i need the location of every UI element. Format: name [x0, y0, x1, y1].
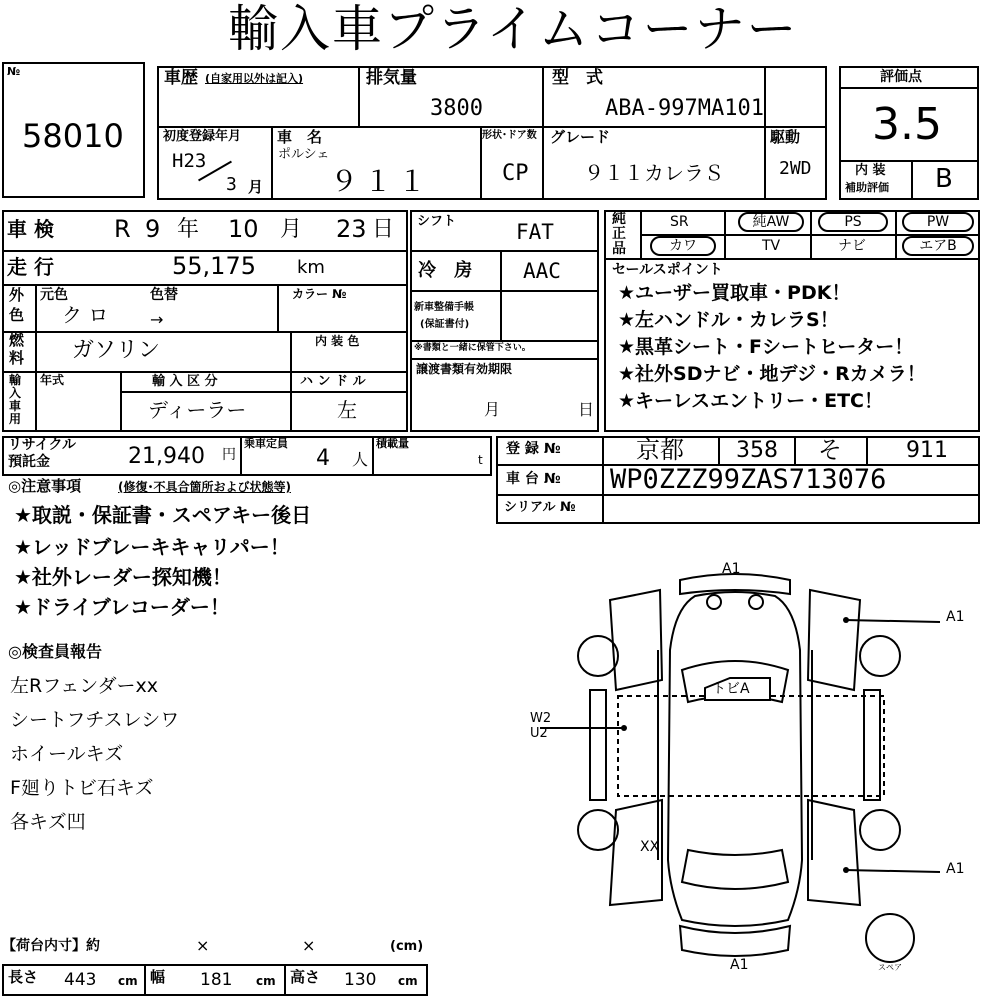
diagram-label-top: A1	[722, 561, 741, 577]
cargo-width-cm: cm	[256, 974, 276, 988]
load-unit: t	[478, 453, 483, 467]
shift-value: FAT	[516, 220, 554, 244]
import-class-label: 輸 入 区 分	[152, 374, 218, 389]
equip-navi: ナビ	[838, 238, 866, 254]
sales-points-label: セールスポイント	[612, 262, 723, 278]
color-change-label: 色替	[150, 287, 178, 303]
diagram-label-u2: U2	[530, 726, 548, 741]
inspector-item: シートフチスレシワ	[10, 709, 180, 731]
diagram-label-right-bottom: A1	[946, 861, 965, 877]
car-damage-diagram	[520, 560, 990, 980]
fuel-label-2: 料	[9, 349, 25, 367]
inspection-label: 車 検	[7, 217, 54, 241]
import-label-1: 入	[9, 386, 22, 400]
chassis-label: 車 台 №	[506, 471, 561, 487]
displacement-label: 排気量	[366, 68, 417, 88]
cargo-times-1: ×	[196, 936, 210, 955]
exterior-label-2: 色	[9, 306, 25, 324]
body-label: 形状･ドア数	[482, 130, 537, 141]
cargo-height-cm: cm	[398, 974, 418, 988]
cargo-width: 181	[200, 970, 233, 990]
recycle-unit: 円	[222, 447, 236, 463]
car-maker: ポルシェ	[278, 147, 330, 162]
inspector-item: ホイールキズ	[10, 743, 124, 765]
load-label: 積載量	[376, 437, 409, 450]
mileage-label: 走 行	[7, 255, 54, 279]
shift-label: シフト	[417, 214, 457, 229]
interior-label-2: 補助評価	[845, 181, 889, 194]
diagram-label-w2: W2	[530, 711, 552, 726]
car-name: ９１１	[330, 165, 433, 198]
equipment-label-0: 純	[612, 211, 626, 227]
page-title: 輸入車プライムコーナー	[228, 0, 799, 58]
transfer-month-unit: 月	[484, 400, 501, 419]
ac-label: 冷 房	[418, 260, 479, 281]
recycle-value: 21,940	[128, 444, 205, 469]
cargo-length-label: 長さ	[8, 968, 39, 986]
note-item: ★社外レーダー探知機！	[14, 565, 232, 589]
history-label: 車歴	[164, 68, 198, 88]
transfer-label: 譲渡書類有効期限	[416, 362, 513, 376]
interior-label-1: 内 装	[855, 163, 886, 178]
cargo-title: 【荷台内寸】約	[2, 938, 100, 954]
inspection-year-unit: 年	[177, 217, 200, 242]
import-class-value: ディーラー	[148, 398, 247, 422]
sales-point-item: ★左ハンドル・カレラS！	[618, 309, 839, 331]
notes-subtitle: (修復･不具合箇所および状態等)	[118, 480, 291, 494]
capacity-label: 乗車定員	[244, 437, 288, 450]
cargo-width-label: 幅	[150, 968, 166, 986]
diagram-label-right-top: A1	[946, 609, 965, 625]
displacement-value: 3800	[430, 96, 483, 121]
exterior-label-1: 外	[9, 286, 25, 304]
body-value: CP	[502, 161, 529, 186]
score-value: 3.5	[872, 99, 942, 150]
note-item: ★取説・保証書・スペアキー後日	[14, 503, 312, 527]
recycle-label-1: リサイクル	[8, 437, 77, 453]
equipment-label-1: 正	[612, 226, 626, 242]
color-arrow: →	[150, 310, 164, 329]
cargo-height-label: 高さ	[290, 968, 321, 986]
lot-number: 58010	[22, 117, 124, 155]
inspector-title: ◎検査員報告	[8, 642, 102, 661]
maintenance-label-2: (保証書付)	[420, 319, 470, 330]
model-code-value: ABA-997MA101	[605, 96, 764, 121]
equip-leather: カワ	[650, 236, 716, 256]
chassis-value: WP0ZZZ99ZAS713076	[610, 464, 887, 495]
inspector-item: 各キズ凹	[10, 811, 86, 833]
exterior-color: ク ロ	[62, 303, 109, 327]
model-code-label: 型 式	[552, 68, 603, 88]
score-label: 評価点	[880, 69, 922, 85]
inspection-month: 10	[228, 215, 259, 243]
mileage-unit: km	[297, 257, 325, 278]
diagram-label-center: トビA	[712, 681, 750, 697]
serial-label: シリアル №	[504, 500, 576, 515]
interior-color-label: 内 装 色	[315, 334, 360, 348]
note-item: ★レッドブレーキキャリパー！	[14, 535, 290, 559]
equip-sr: SR	[670, 214, 689, 230]
notes-title: ◎注意事項	[8, 477, 82, 495]
first-reg-month-unit: 月	[248, 178, 264, 196]
fuel-label-1: 燃	[9, 331, 25, 349]
registration-class: 358	[736, 438, 778, 463]
interior-score: B	[935, 164, 953, 194]
registration-kana: そ	[818, 436, 842, 464]
first-reg-era: H23	[172, 150, 207, 172]
maintenance-note: ※書類と一緒に保管下さい。	[414, 343, 531, 353]
inspector-item: 左Rフェンダーxx	[10, 675, 158, 697]
ac-value: AAC	[523, 259, 561, 283]
recycle-label-2: 預託金	[8, 454, 50, 470]
first-reg-label: 初度登録年月	[163, 129, 242, 144]
equip-airbag: エアB	[902, 236, 974, 256]
first-reg-month: 3	[226, 174, 237, 195]
transfer-day-unit: 日	[578, 400, 595, 419]
cargo-unit: (cm)	[390, 939, 424, 954]
note-item: ★ドライブレコーダー！	[14, 595, 230, 619]
inspection-year: 9	[145, 215, 161, 243]
cargo-length-cm: cm	[118, 974, 138, 988]
import-label-2: 車	[9, 399, 22, 413]
inspector-item: F廻りトビ石キズ	[10, 777, 154, 799]
drive-label: 駆動	[770, 128, 801, 146]
capacity-unit: 人	[352, 450, 369, 469]
diagram-label-bottom: A1	[730, 957, 749, 973]
handle-value: 左	[337, 398, 357, 422]
registration-number: 911	[906, 438, 948, 463]
diagram-label-spare: スペア	[878, 963, 902, 972]
equip-tv: TV	[762, 238, 781, 254]
model-year-label: 年式	[40, 373, 65, 387]
cargo-times-2: ×	[302, 936, 316, 955]
sales-point-item: ★黒革シート・Fシートヒーター！	[618, 336, 914, 358]
import-label-0: 輸	[9, 373, 22, 387]
grade-label: グレード	[550, 128, 611, 146]
registration-region: 京都	[636, 436, 684, 464]
cargo-height: 130	[344, 970, 377, 990]
orig-color-label: 元色	[40, 287, 68, 303]
registration-label: 登 録 №	[506, 441, 561, 457]
equipment-label-2: 品	[612, 241, 626, 257]
fuel-value: ガソリン	[72, 338, 161, 363]
color-no-label: カラー №	[292, 287, 347, 301]
grade-value: ９１１カレラＳ	[584, 161, 724, 185]
sales-point-item: ★社外SDナビ・地デジ・Rカメラ！	[618, 363, 926, 385]
sales-point-item: ★キーレスエントリー・ETC！	[618, 390, 883, 412]
capacity-value: 4	[316, 446, 330, 471]
history-note: (自家用以外は記入)	[205, 72, 304, 85]
equip-alloy-wheels: 純AW	[738, 212, 804, 232]
handle-label: ハ ン ド ル	[300, 374, 366, 389]
inspection-era: R	[114, 215, 131, 243]
inspection-day-unit: 日	[372, 217, 395, 242]
drive-value: 2WD	[779, 158, 812, 179]
diagram-label-xx: XX	[640, 839, 660, 855]
cargo-length: 443	[64, 970, 97, 990]
inspection-day: 23	[336, 215, 367, 243]
maintenance-label-1: 新車整備手帳	[414, 302, 474, 313]
lot-label: №	[7, 65, 21, 78]
sales-point-item: ★ユーザー買取車・PDK！	[618, 282, 851, 304]
car-name-label: 車 名	[277, 128, 323, 146]
equip-power-steering: PS	[818, 212, 888, 232]
equip-power-windows: PW	[902, 212, 974, 232]
inspection-month-unit: 月	[280, 217, 303, 242]
mileage-value: 55,175	[172, 252, 256, 280]
import-label-3: 用	[9, 412, 22, 426]
